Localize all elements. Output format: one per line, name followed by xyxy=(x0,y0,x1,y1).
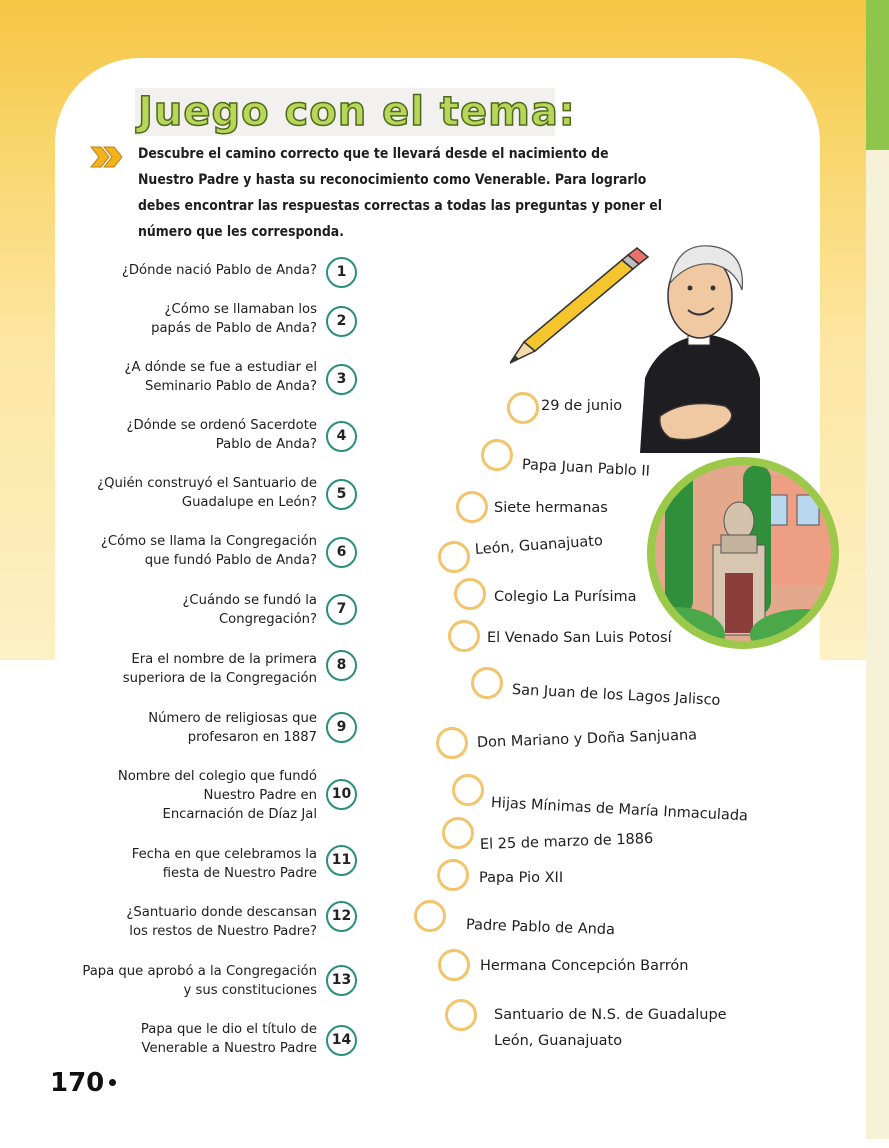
question-number-badge[interactable]: 8 xyxy=(326,650,357,681)
answer-number-circle[interactable] xyxy=(414,900,446,932)
answer-number-circle[interactable] xyxy=(481,439,513,471)
question-text: ¿Quién construyó el Santuario de Guadalupe en León? xyxy=(97,476,317,510)
answer-text: Hermana Concepción Barrón xyxy=(480,958,689,974)
question-text: Fecha en que celebramos la fiesta de Nuestro Padre xyxy=(131,847,317,881)
pencil-icon xyxy=(510,248,648,363)
answer-text: Padre Pablo de Anda xyxy=(465,917,616,939)
question-number-badge[interactable]: 5 xyxy=(326,479,357,510)
answer-number-circle[interactable] xyxy=(454,578,486,610)
question-number-badge[interactable]: 1 xyxy=(326,257,357,288)
question-text: ¿Dónde se ordenó Sacerdote Pablo de Anda? xyxy=(126,418,317,452)
question-number-badge[interactable]: 2 xyxy=(326,306,357,337)
question-number-badge[interactable]: 7 xyxy=(326,594,357,625)
answer-text: Don Mariano y Doña Sanjuana xyxy=(476,727,698,751)
question-text: ¿Cómo se llamaban los papás de Pablo de Anda? xyxy=(151,302,317,336)
answer-text: Siete hermanas xyxy=(494,500,608,516)
page-title: Juego con el tema: xyxy=(138,89,576,135)
question-text: ¿A dónde se fue a estudiar el Seminario Pablo de Anda? xyxy=(124,360,317,394)
sanctuary-garden-illustration xyxy=(645,455,841,651)
question-text: Era el nombre de la primera superiora de la Congregación xyxy=(122,652,317,686)
question-text: ¿Santuario donde descansan los restos de Nuestro Padre? xyxy=(126,905,317,939)
right-margin-tab xyxy=(866,0,889,150)
answer-number-circle[interactable] xyxy=(436,727,468,759)
answer-text: Papa Pio XII xyxy=(479,870,564,886)
double-chevron-right-icon xyxy=(90,145,124,169)
answer-text: León, Guanajuato xyxy=(474,533,604,558)
question-number-badge[interactable]: 13 xyxy=(326,965,357,996)
answer-number-circle[interactable] xyxy=(445,999,477,1031)
question-number-badge[interactable]: 6 xyxy=(326,537,357,568)
answer-number-circle[interactable] xyxy=(456,491,488,523)
question-text: ¿Dónde nació Pablo de Anda? xyxy=(121,263,317,278)
question-number-badge[interactable]: 4 xyxy=(326,421,357,452)
answer-text: San Juan de los Lagos Jalisco xyxy=(511,682,721,709)
answer-text: Colegio La Purísima xyxy=(494,589,637,605)
question-number-badge[interactable]: 10 xyxy=(326,779,357,810)
priest-illustration xyxy=(510,238,760,453)
answer-number-circle[interactable] xyxy=(442,817,474,849)
answer-text: El Venado San Luis Potosí xyxy=(487,630,672,646)
question-number-badge[interactable]: 11 xyxy=(326,845,357,876)
page-number-dot xyxy=(109,1079,116,1086)
answer-number-circle[interactable] xyxy=(471,667,503,699)
answer-text: Hijas Mínimas de María Inmaculada xyxy=(490,795,749,825)
answer-text: 29 de junio xyxy=(541,398,623,414)
answer-number-circle[interactable] xyxy=(437,859,469,891)
answer-text: Santuario de N.S. de Guadalupe León, Guanajuato xyxy=(494,1007,727,1049)
answer-number-circle[interactable] xyxy=(438,541,470,573)
question-text: ¿Cómo se llama la Congregación que fundó Pablo de Anda? xyxy=(100,534,317,568)
answer-text: El 25 de marzo de 1886 xyxy=(479,830,654,853)
question-number-badge[interactable]: 12 xyxy=(326,901,357,932)
right-margin-strip xyxy=(866,0,889,1139)
question-number-badge[interactable]: 14 xyxy=(326,1025,357,1056)
question-text: ¿Cuándo se fundó la Congregación? xyxy=(182,593,317,627)
answer-text: Papa Juan Pablo II xyxy=(521,457,651,480)
question-text: Número de religiosas que profesaron en 1887 xyxy=(148,711,317,745)
question-text: Papa que le dio el título de Venerable a Nuestro Padre xyxy=(140,1022,317,1056)
question-number-badge[interactable]: 3 xyxy=(326,364,357,395)
answer-number-circle[interactable] xyxy=(452,774,484,806)
question-text: Papa que aprobó a la Congregación y sus constituciones xyxy=(82,964,317,998)
question-number-badge[interactable]: 9 xyxy=(326,712,357,743)
answer-number-circle[interactable] xyxy=(438,949,470,981)
page-number: 170 xyxy=(50,1068,105,1098)
answer-number-circle[interactable] xyxy=(448,620,480,652)
question-text: Nombre del colegio que fundó Nuestro Padre en Encarnación de Díaz Jal xyxy=(117,769,317,822)
instructions-text: Descubre el camino correcto que te llevará desde el nacimiento de Nuestro Padre y hasta su reconocimiento como Venerable. Para lograrlo debes encontrar las respuestas correctas a todas las preguntas y poner el número que les corresponda. xyxy=(138,146,662,240)
